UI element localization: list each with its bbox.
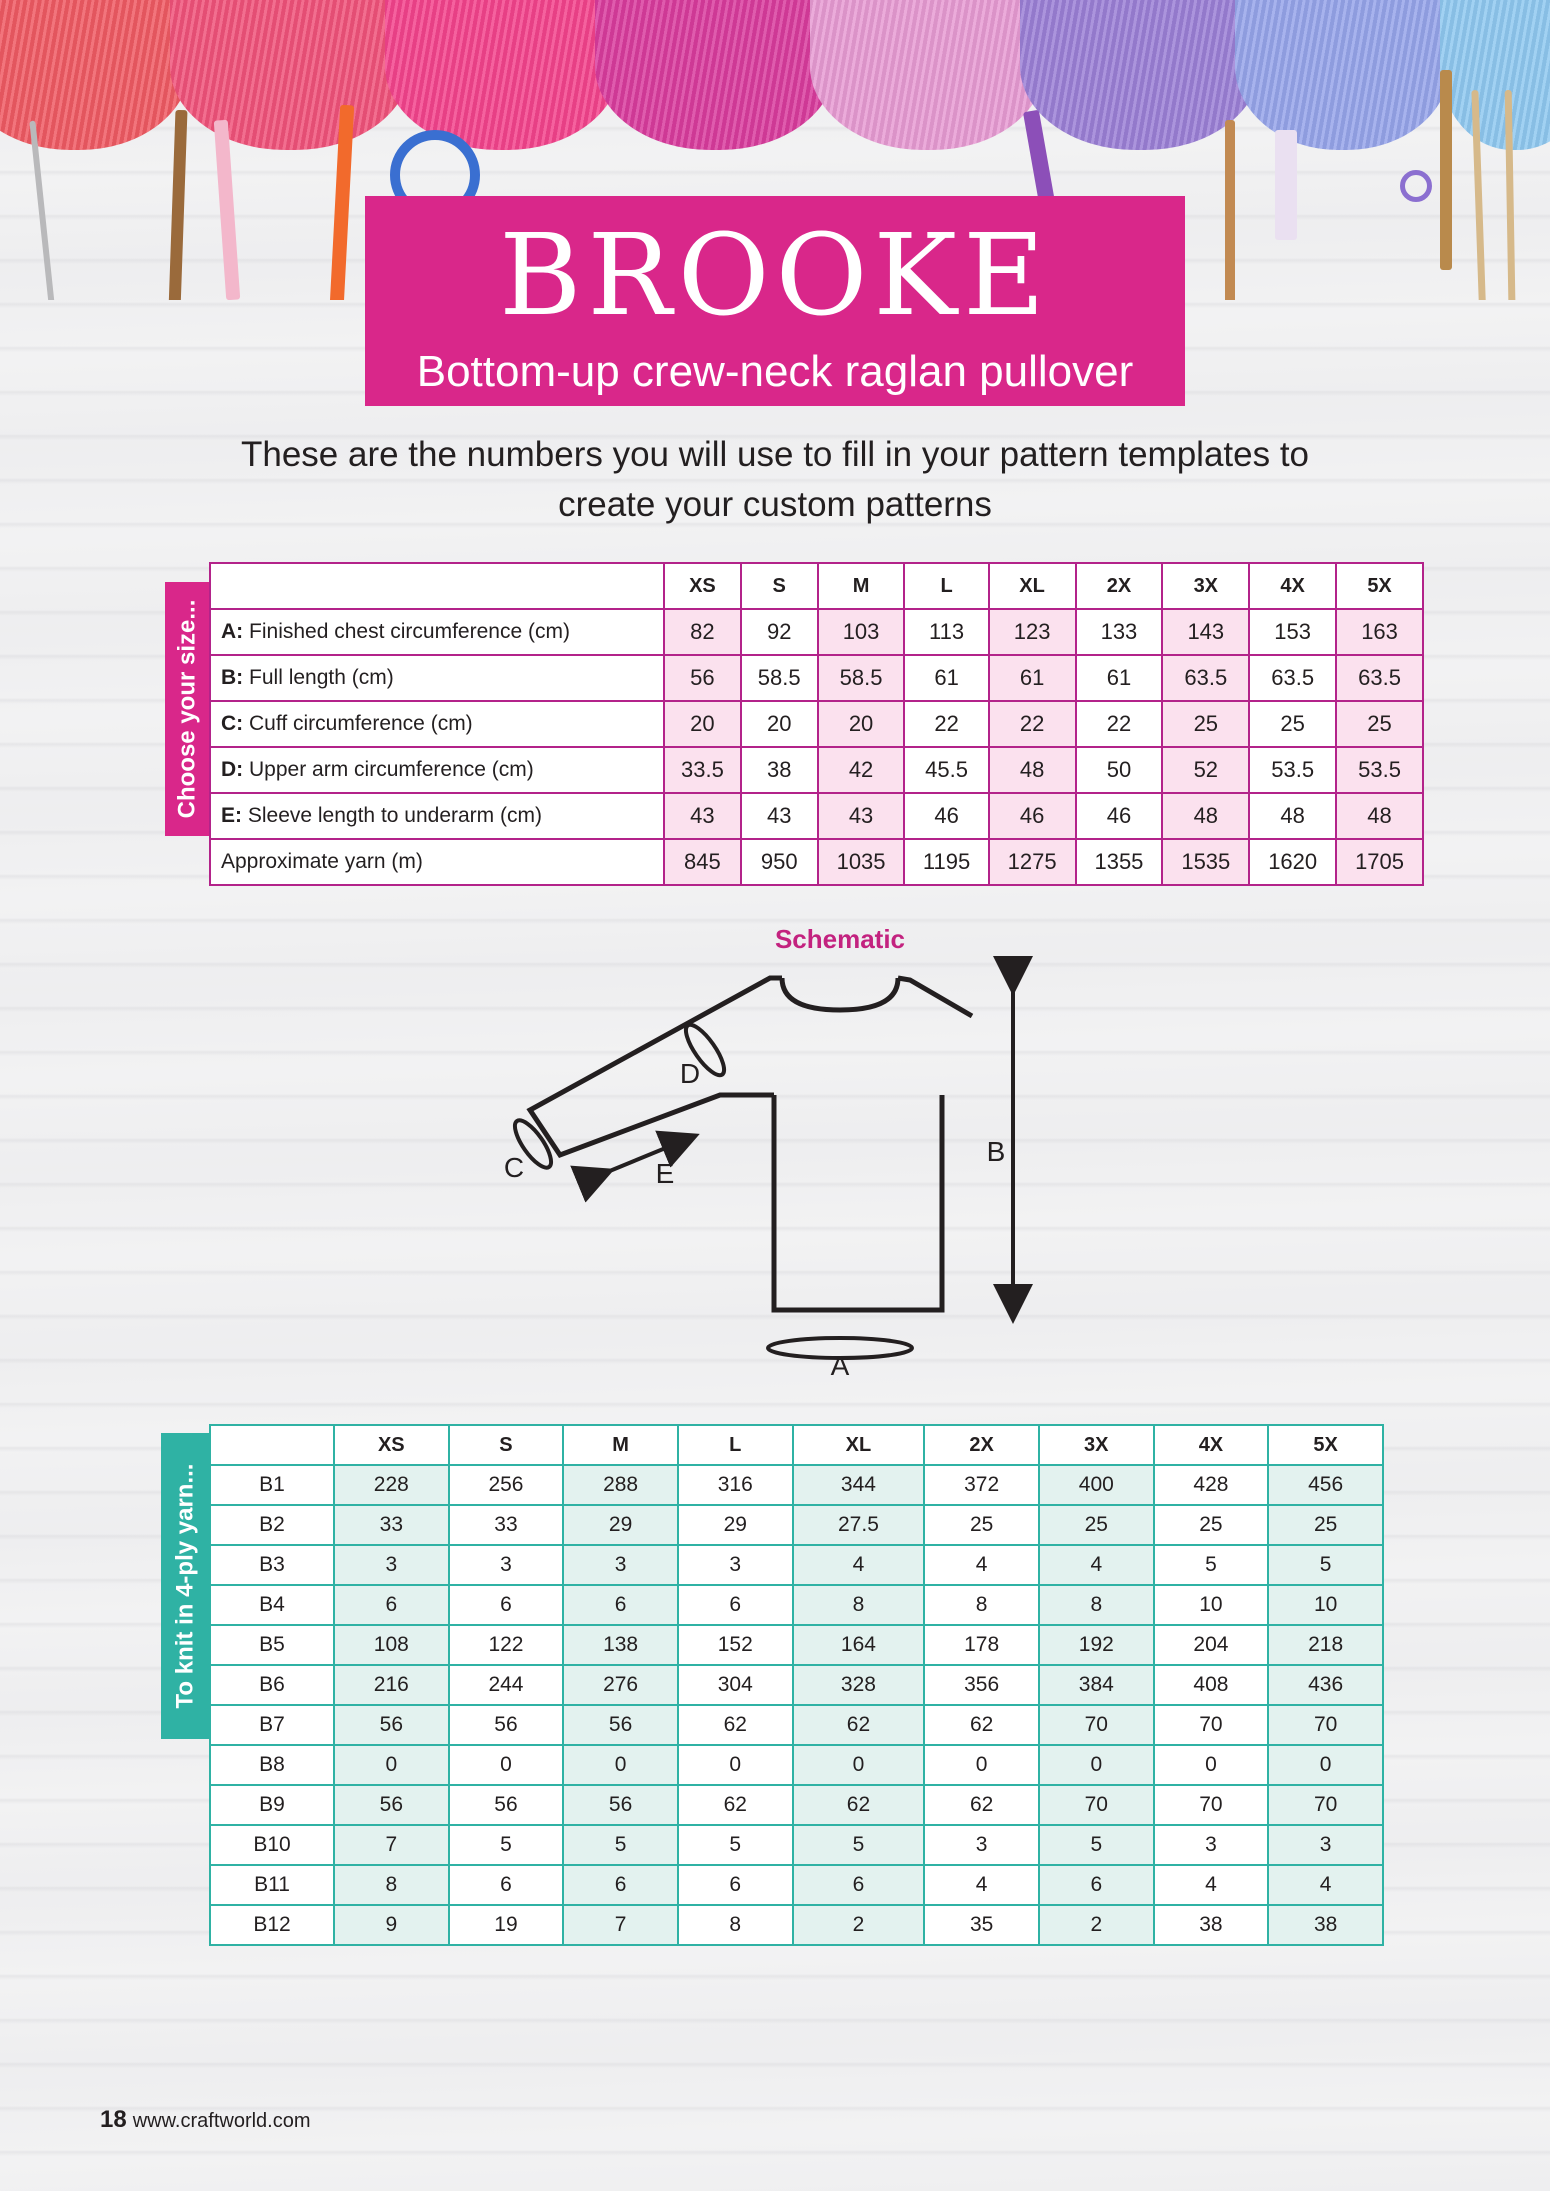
table-row bbox=[210, 701, 1423, 747]
table-row bbox=[210, 609, 1423, 655]
table-cell: 122 bbox=[449, 1625, 564, 1665]
size-header-xl: XL bbox=[793, 1425, 925, 1465]
table-cell: 6 bbox=[449, 1865, 564, 1905]
table-cell: 19 bbox=[449, 1905, 564, 1945]
table-cell: 38 bbox=[741, 747, 818, 793]
row-label bbox=[210, 609, 664, 655]
table-cell: 20 bbox=[741, 701, 818, 747]
table-cell: 950 bbox=[741, 839, 818, 885]
row-label: B1 bbox=[210, 1465, 334, 1505]
table-cell: 33 bbox=[449, 1505, 564, 1545]
row-label: B4 bbox=[210, 1585, 334, 1625]
size-header-2x: 2X bbox=[924, 1425, 1039, 1465]
table-row bbox=[210, 1705, 1383, 1745]
size-header-3x: 3X bbox=[1162, 563, 1249, 609]
table-cell: 6 bbox=[449, 1585, 564, 1625]
schematic-title: Schematic bbox=[774, 924, 906, 954]
table-cell: 9 bbox=[334, 1905, 449, 1945]
table-row bbox=[210, 1865, 1383, 1905]
table-row bbox=[210, 1585, 1383, 1625]
size-header-s: S bbox=[741, 563, 818, 609]
row-key: B: bbox=[221, 666, 244, 689]
table-cell: 70 bbox=[1039, 1785, 1154, 1825]
table-cell: 4 bbox=[1039, 1545, 1154, 1585]
table-cell: 288 bbox=[563, 1465, 678, 1505]
yarn-skein-periwinkle bbox=[1235, 0, 1450, 150]
table-cell: 6 bbox=[563, 1585, 678, 1625]
size-header-xs: XS bbox=[334, 1425, 449, 1465]
yarn-skein-lilac bbox=[810, 0, 1045, 150]
table-cell: 25 bbox=[1336, 701, 1423, 747]
size-header-3x: 3X bbox=[1039, 1425, 1154, 1465]
label-e: E bbox=[655, 1158, 675, 1189]
table-cell: 133 bbox=[1076, 609, 1163, 655]
table-cell: 46 bbox=[989, 793, 1076, 839]
crochet-hook-icon bbox=[214, 120, 241, 300]
row-key: A: bbox=[221, 620, 244, 643]
table-cell: 25 bbox=[1039, 1505, 1154, 1545]
table-cell: 3 bbox=[924, 1825, 1039, 1865]
table-cell: 164 bbox=[793, 1625, 925, 1665]
table-cell: 48 bbox=[1162, 793, 1249, 839]
table-cell: 61 bbox=[904, 655, 988, 701]
size-header-2x: 2X bbox=[1076, 563, 1163, 609]
row-label bbox=[210, 793, 664, 839]
table-cell: 0 bbox=[449, 1745, 564, 1785]
table-cell: 0 bbox=[1039, 1745, 1154, 1785]
sweater-schematic bbox=[490, 950, 1050, 1380]
table-cell: 70 bbox=[1039, 1705, 1154, 1745]
table-cell: 4 bbox=[1154, 1865, 1269, 1905]
table-cell: 62 bbox=[924, 1705, 1039, 1745]
table-cell: 56 bbox=[664, 655, 741, 701]
footer-url: www.craftworld.com bbox=[132, 2110, 311, 2132]
table-cell: 43 bbox=[664, 793, 741, 839]
table-cell: 356 bbox=[924, 1665, 1039, 1705]
row-key: D: bbox=[221, 758, 244, 781]
row-label: B2 bbox=[210, 1505, 334, 1545]
table-cell: 0 bbox=[1154, 1745, 1269, 1785]
size-header-l: L bbox=[678, 1425, 793, 1465]
yarn-table-corner bbox=[210, 1425, 334, 1465]
table-cell: 10 bbox=[1268, 1585, 1383, 1625]
table-cell: 3 bbox=[1154, 1825, 1269, 1865]
table-cell: 46 bbox=[1076, 793, 1163, 839]
table-cell: 2 bbox=[1039, 1905, 1154, 1945]
table-cell: 1620 bbox=[1249, 839, 1336, 885]
table-cell: 48 bbox=[989, 747, 1076, 793]
table-cell: 216 bbox=[334, 1665, 449, 1705]
table-cell: 4 bbox=[793, 1545, 925, 1585]
table-cell: 35 bbox=[924, 1905, 1039, 1945]
table-cell: 1035 bbox=[818, 839, 905, 885]
yarn-skein-pink bbox=[385, 0, 620, 150]
table-cell: 56 bbox=[449, 1705, 564, 1745]
table-cell: 38 bbox=[1268, 1905, 1383, 1945]
table-cell: 29 bbox=[678, 1505, 793, 1545]
table-cell: 82 bbox=[664, 609, 741, 655]
table-cell: 4 bbox=[924, 1545, 1039, 1585]
table-cell: 372 bbox=[924, 1465, 1039, 1505]
table-row bbox=[210, 1625, 1383, 1665]
table-cell: 113 bbox=[904, 609, 988, 655]
table-cell: 56 bbox=[334, 1785, 449, 1825]
table-cell: 61 bbox=[989, 655, 1076, 701]
table-cell: 4 bbox=[924, 1865, 1039, 1905]
size-header-5x: 5X bbox=[1268, 1425, 1383, 1465]
table-cell: 8 bbox=[334, 1865, 449, 1905]
size-header-s: S bbox=[449, 1425, 564, 1465]
label-a: A bbox=[830, 1350, 850, 1380]
table-cell: 25 bbox=[1154, 1505, 1269, 1545]
table-row bbox=[210, 1785, 1383, 1825]
yarn-table-tab: To knit in 4-ply yarn... bbox=[161, 1433, 209, 1739]
table-cell: 0 bbox=[678, 1745, 793, 1785]
table-cell: 70 bbox=[1268, 1705, 1383, 1745]
row-label: B11 bbox=[210, 1865, 334, 1905]
table-cell: 192 bbox=[1039, 1625, 1154, 1665]
table-cell: 22 bbox=[904, 701, 988, 747]
table-cell: 6 bbox=[563, 1865, 678, 1905]
yarn-table bbox=[209, 1424, 1384, 1946]
table-cell: 152 bbox=[678, 1625, 793, 1665]
row-label bbox=[210, 747, 664, 793]
table-cell: 256 bbox=[449, 1465, 564, 1505]
row-label: B5 bbox=[210, 1625, 334, 1665]
table-cell: 62 bbox=[924, 1785, 1039, 1825]
table-cell: 53.5 bbox=[1249, 747, 1336, 793]
table-cell: 384 bbox=[1039, 1665, 1154, 1705]
size-table bbox=[209, 562, 1424, 886]
table-cell: 20 bbox=[818, 701, 905, 747]
table-cell: 456 bbox=[1268, 1465, 1383, 1505]
table-cell: 244 bbox=[449, 1665, 564, 1705]
table-cell: 1195 bbox=[904, 839, 988, 885]
table-cell: 6 bbox=[334, 1585, 449, 1625]
table-cell: 428 bbox=[1154, 1465, 1269, 1505]
table-cell: 92 bbox=[741, 609, 818, 655]
table-cell: 62 bbox=[678, 1785, 793, 1825]
row-label: B12 bbox=[210, 1905, 334, 1945]
table-row bbox=[210, 1465, 1383, 1505]
label-c: C bbox=[503, 1152, 525, 1183]
table-cell: 276 bbox=[563, 1665, 678, 1705]
page-footer bbox=[100, 2106, 311, 2134]
table-row bbox=[210, 793, 1423, 839]
table-cell: 436 bbox=[1268, 1665, 1383, 1705]
table-cell: 6 bbox=[678, 1585, 793, 1625]
table-cell: 70 bbox=[1154, 1785, 1269, 1825]
size-header-m: M bbox=[563, 1425, 678, 1465]
stitch-marker-icon bbox=[1400, 170, 1432, 202]
table-cell: 3 bbox=[678, 1545, 793, 1585]
table-cell: 8 bbox=[678, 1905, 793, 1945]
table-cell: 400 bbox=[1039, 1465, 1154, 1505]
label-b: B bbox=[986, 1136, 1006, 1167]
table-cell: 0 bbox=[563, 1745, 678, 1785]
table-cell: 204 bbox=[1154, 1625, 1269, 1665]
table-cell: 1275 bbox=[989, 839, 1076, 885]
table-cell: 7 bbox=[334, 1825, 449, 1865]
table-cell: 408 bbox=[1154, 1665, 1269, 1705]
row-label: B9 bbox=[210, 1785, 334, 1825]
table-cell: 845 bbox=[664, 839, 741, 885]
page-number: 18 bbox=[100, 2106, 127, 2133]
size-header-5x: 5X bbox=[1336, 563, 1423, 609]
table-cell: 56 bbox=[449, 1785, 564, 1825]
row-label-text: Upper arm circumference (cm) bbox=[249, 758, 534, 781]
table-cell: 3 bbox=[1268, 1825, 1383, 1865]
table-cell: 22 bbox=[1076, 701, 1163, 747]
table-cell: 6 bbox=[678, 1865, 793, 1905]
table-cell: 33.5 bbox=[664, 747, 741, 793]
table-cell: 56 bbox=[563, 1705, 678, 1745]
label-d: D bbox=[679, 1058, 701, 1089]
page-title: BROOKE bbox=[499, 211, 1051, 341]
row-label bbox=[210, 839, 664, 885]
size-header-4x: 4X bbox=[1249, 563, 1336, 609]
table-cell: 103 bbox=[818, 609, 905, 655]
table-cell: 6 bbox=[793, 1865, 925, 1905]
row-label-text: Approximate yarn (m) bbox=[221, 850, 423, 873]
table-row bbox=[210, 1745, 1383, 1785]
table-cell: 5 bbox=[449, 1825, 564, 1865]
table-cell: 50 bbox=[1076, 747, 1163, 793]
table-cell: 5 bbox=[1154, 1545, 1269, 1585]
crochet-hook-icon bbox=[1440, 70, 1452, 270]
table-cell: 218 bbox=[1268, 1625, 1383, 1665]
table-cell: 52 bbox=[1162, 747, 1249, 793]
table-cell: 25 bbox=[1268, 1505, 1383, 1545]
row-key: E: bbox=[221, 804, 242, 827]
table-cell: 1705 bbox=[1336, 839, 1423, 885]
table-cell: 1355 bbox=[1076, 839, 1163, 885]
table-cell: 5 bbox=[678, 1825, 793, 1865]
table-cell: 45.5 bbox=[904, 747, 988, 793]
table-cell: 25 bbox=[924, 1505, 1039, 1545]
table-cell: 3 bbox=[449, 1545, 564, 1585]
table-cell: 228 bbox=[334, 1465, 449, 1505]
table-cell: 7 bbox=[563, 1905, 678, 1945]
table-cell: 304 bbox=[678, 1665, 793, 1705]
table-cell: 33 bbox=[334, 1505, 449, 1545]
sweater-outline bbox=[530, 978, 972, 1310]
crochet-hook-icon bbox=[169, 110, 188, 300]
table-cell: 27.5 bbox=[793, 1505, 925, 1545]
yarn-skein-violet bbox=[1020, 0, 1260, 150]
table-cell: 3 bbox=[334, 1545, 449, 1585]
table-cell: 5 bbox=[1039, 1825, 1154, 1865]
table-cell: 5 bbox=[1268, 1545, 1383, 1585]
table-cell: 29 bbox=[563, 1505, 678, 1545]
title-banner bbox=[365, 196, 1185, 406]
yarn-skein-coral bbox=[170, 0, 410, 150]
row-label: B10 bbox=[210, 1825, 334, 1865]
page-subtitle: Bottom-up crew-neck raglan pullover bbox=[416, 347, 1134, 396]
table-cell: 178 bbox=[924, 1625, 1039, 1665]
table-cell: 58.5 bbox=[741, 655, 818, 701]
table-cell: 48 bbox=[1249, 793, 1336, 839]
size-table-corner bbox=[210, 563, 664, 609]
table-cell: 53.5 bbox=[1336, 747, 1423, 793]
table-cell: 5 bbox=[793, 1825, 925, 1865]
table-cell: 108 bbox=[334, 1625, 449, 1665]
table-row bbox=[210, 747, 1423, 793]
table-cell: 56 bbox=[563, 1785, 678, 1825]
table-cell: 3 bbox=[563, 1545, 678, 1585]
table-cell: 63.5 bbox=[1162, 655, 1249, 701]
table-row bbox=[210, 839, 1423, 885]
table-row bbox=[210, 1545, 1383, 1585]
crochet-hook-icon bbox=[1225, 120, 1235, 300]
table-cell: 163 bbox=[1336, 609, 1423, 655]
table-cell: 143 bbox=[1162, 609, 1249, 655]
table-cell: 63.5 bbox=[1336, 655, 1423, 701]
table-row bbox=[210, 655, 1423, 701]
table-cell: 6 bbox=[1039, 1865, 1154, 1905]
table-cell: 344 bbox=[793, 1465, 925, 1505]
row-label bbox=[210, 655, 664, 701]
table-cell: 153 bbox=[1249, 609, 1336, 655]
table-cell: 42 bbox=[818, 747, 905, 793]
table-cell: 62 bbox=[793, 1705, 925, 1745]
table-cell: 1535 bbox=[1162, 839, 1249, 885]
table-cell: 56 bbox=[334, 1705, 449, 1745]
table-cell: 38 bbox=[1154, 1905, 1269, 1945]
row-label-text: Cuff circumference (cm) bbox=[249, 712, 473, 735]
table-cell: 58.5 bbox=[818, 655, 905, 701]
table-cell: 123 bbox=[989, 609, 1076, 655]
table-cell: 22 bbox=[989, 701, 1076, 747]
table-cell: 63.5 bbox=[1249, 655, 1336, 701]
table-cell: 61 bbox=[1076, 655, 1163, 701]
intro-text: These are the numbers you will use to fill in your pattern templates to create your custom patterns bbox=[240, 435, 1310, 524]
size-header-m: M bbox=[818, 563, 905, 609]
table-cell: 2 bbox=[793, 1905, 925, 1945]
table-cell: 316 bbox=[678, 1465, 793, 1505]
table-cell: 20 bbox=[664, 701, 741, 747]
row-label: B6 bbox=[210, 1665, 334, 1705]
row-label: B8 bbox=[210, 1745, 334, 1785]
row-label-text: Finished chest circumference (cm) bbox=[249, 620, 570, 643]
row-label: B7 bbox=[210, 1705, 334, 1745]
crochet-hook-icon bbox=[1275, 130, 1297, 240]
size-header-4x: 4X bbox=[1154, 1425, 1269, 1465]
table-cell: 8 bbox=[1039, 1585, 1154, 1625]
table-cell: 70 bbox=[1268, 1785, 1383, 1825]
table-cell: 138 bbox=[563, 1625, 678, 1665]
size-header-xs: XS bbox=[664, 563, 741, 609]
row-label-text: Full length (cm) bbox=[249, 666, 394, 689]
table-cell: 0 bbox=[924, 1745, 1039, 1785]
table-cell: 43 bbox=[818, 793, 905, 839]
table-cell: 0 bbox=[793, 1745, 925, 1785]
table-cell: 4 bbox=[1268, 1865, 1383, 1905]
table-cell: 25 bbox=[1162, 701, 1249, 747]
table-cell: 62 bbox=[678, 1705, 793, 1745]
table-cell: 0 bbox=[1268, 1745, 1383, 1785]
row-label-text: Sleeve length to underarm (cm) bbox=[247, 804, 542, 827]
table-cell: 25 bbox=[1249, 701, 1336, 747]
table-row bbox=[210, 1825, 1383, 1865]
table-cell: 328 bbox=[793, 1665, 925, 1705]
yarn-skein-red bbox=[0, 0, 190, 150]
table-cell: 5 bbox=[563, 1825, 678, 1865]
table-cell: 8 bbox=[793, 1585, 925, 1625]
yarn-skein-blue bbox=[1440, 0, 1550, 150]
measure-arrows bbox=[509, 980, 1013, 1358]
table-row bbox=[210, 1665, 1383, 1705]
size-header-l: L bbox=[904, 563, 988, 609]
table-row bbox=[210, 1505, 1383, 1545]
table-cell: 62 bbox=[793, 1785, 925, 1825]
table-cell: 8 bbox=[924, 1585, 1039, 1625]
table-row bbox=[210, 1905, 1383, 1945]
yarn-skein-magenta bbox=[595, 0, 835, 150]
table-cell: 46 bbox=[904, 793, 988, 839]
row-key: C: bbox=[221, 712, 244, 735]
table-cell: 48 bbox=[1336, 793, 1423, 839]
size-table-tab: Choose your size... bbox=[165, 582, 209, 836]
table-cell: 70 bbox=[1154, 1705, 1269, 1745]
row-label bbox=[210, 701, 664, 747]
table-cell: 43 bbox=[741, 793, 818, 839]
size-header-xl: XL bbox=[989, 563, 1076, 609]
row-label: B3 bbox=[210, 1545, 334, 1585]
table-cell: 0 bbox=[334, 1745, 449, 1785]
table-cell: 10 bbox=[1154, 1585, 1269, 1625]
